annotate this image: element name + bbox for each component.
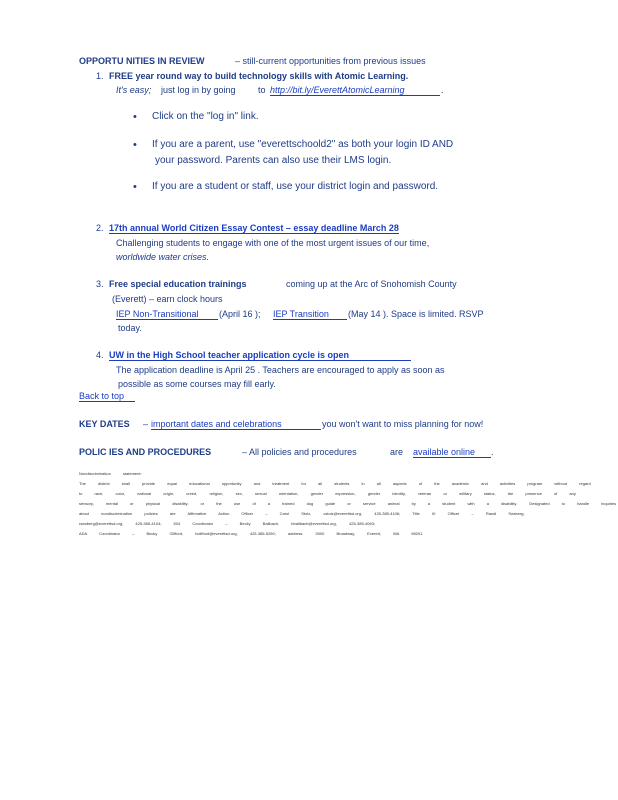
item3-title: Free special education trainings	[109, 279, 247, 289]
key-dates-rest: you won't want to miss planning for now!	[322, 419, 484, 429]
statement-row-7: ADA Coordinator – Becky Clifford, bclifford@everettsd.org, 425-385-5250; address: 3900 Broadway, Everett, WA 98201.	[79, 531, 424, 536]
essay-contest-link[interactable]: 17th annual World Citizen Essay Contest – essay deadline March 28	[109, 223, 399, 233]
item1-login-text: just log in by going	[161, 85, 236, 95]
item3-date2: (May 14 ). Space is limited. RSVP	[348, 309, 484, 319]
statement-row-2: The district shall provide equal educational opportunity and treatment for all students in all aspects of the academic and activities program without regard	[79, 481, 591, 486]
bullet-click-login: • Click on the "log in" link.	[152, 111, 259, 122]
item2-line1: Challenging students to engage with one of the most urgent issues of our time,	[116, 238, 430, 248]
item3-line4: today.	[118, 323, 142, 333]
item1-easy: It's easy;	[116, 85, 152, 95]
item2-number: 2.	[96, 223, 104, 233]
item4-line1: The application deadline is April 25 . Teachers are encouraged to apply as soon as	[116, 365, 445, 375]
item3-number: 3.	[96, 279, 104, 289]
item4-number: 4.	[96, 350, 104, 360]
key-dates-heading: KEY DATES	[79, 419, 130, 429]
iep-transition-link[interactable]: IEP Transition	[273, 309, 347, 320]
item1-number: 1.	[96, 71, 104, 81]
statement-row-5: about nondiscrimination policies are Affirmative Action Officer – Carol Stolz, cstolz@everettsd.org, 425-385-4106; Title IX Officer – Randi Seaberg,	[79, 511, 525, 516]
key-dates-dash: –	[143, 419, 149, 429]
policies-period: .	[491, 447, 494, 457]
atomic-learning-link[interactable]: http://bit.ly/EverettAtomicLearning	[270, 85, 440, 96]
policies-are: are	[390, 447, 404, 457]
bullet-parent-login: • If you are a parent, use "everettschoold2" as both your login ID AND	[152, 139, 453, 150]
policies-available-online-link[interactable]: available online	[413, 447, 491, 458]
item3-date1: (April 16 );	[219, 309, 261, 319]
statement-row-1: Nondiscrimination statement:	[79, 471, 142, 476]
bullet-student-login: • If you are a student or staff, use your district login and password.	[152, 181, 438, 192]
statement-row-3: to race, color, national origin, creed, religion, sex, sexual orientation, gender expression, gender identity, veteran or military status, the presence of any	[79, 491, 576, 496]
statement-row-4: sensory, mental or physical disability, or the use of a trained dog guide or service animal by a student with a disability. Designated to handle inquiries	[79, 501, 617, 506]
item4-line2: possible as some courses may fill early.	[118, 379, 276, 389]
item2-line2: worldwide water crises.	[116, 252, 210, 262]
important-dates-link[interactable]: important dates and celebrations	[151, 419, 321, 430]
item1-period: .	[441, 85, 444, 95]
item1-title: FREE year round way to build technology skills with Atomic Learning.	[109, 71, 409, 81]
back-to-top-link[interactable]: Back to top	[79, 391, 135, 402]
item3-line2: (Everett) – earn clock hours	[112, 294, 223, 304]
statement-row-6: rseaberg@everettsd.org, 425-385-4104; 504 Coordinator – Becky Ballbach, bballbach@everettsd.org, 425-385-4063;	[79, 521, 376, 526]
opportunities-heading: OPPORTU NITIES IN REVIEW	[79, 56, 205, 66]
policies-dash: – All policies and procedures	[242, 447, 357, 457]
uw-teacher-application-link[interactable]: UW in the High School teacher application cycle is open	[109, 350, 411, 361]
policies-heading: POLIC IES AND PROCEDURES	[79, 447, 212, 457]
item1-to: to	[258, 85, 266, 95]
opportunities-subtitle: – still-current opportunities from previous issues	[235, 56, 426, 66]
iep-non-transitional-link[interactable]: IEP Non-Transitional	[116, 309, 218, 320]
item3-rest: coming up at the Arc of Snohomish County	[286, 279, 457, 289]
bullet-parent-login-cont: your password. Parents can also use their LMS login.	[155, 155, 392, 166]
